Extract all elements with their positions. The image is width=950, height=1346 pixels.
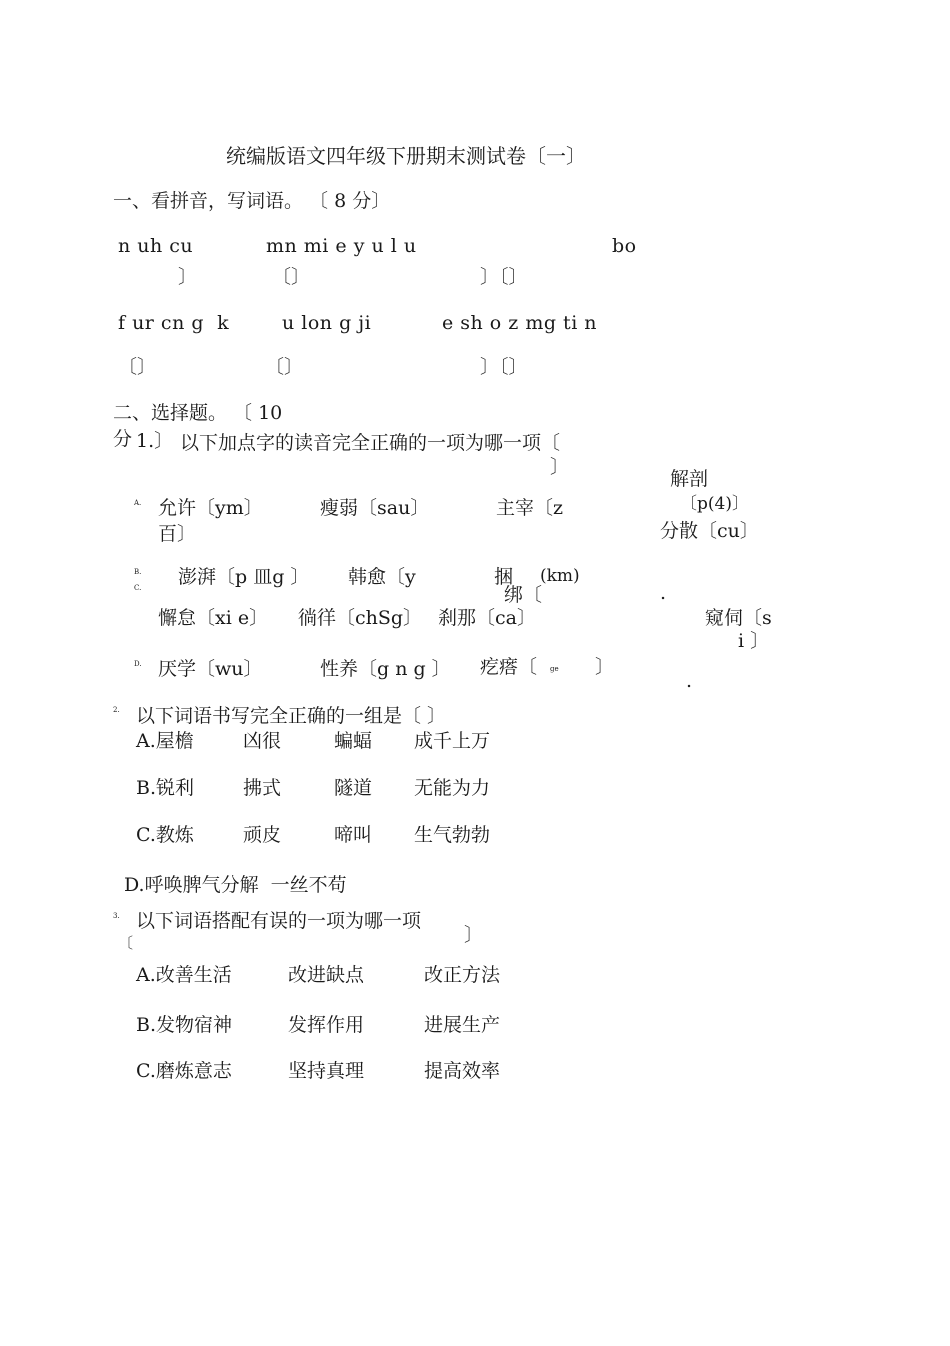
q2-option-word: 无能为力 bbox=[414, 777, 491, 799]
answer-bracket[interactable]: 〕 bbox=[178, 266, 198, 288]
page-title: 统编版语文四年级下册期末测试卷〔一〕 bbox=[226, 144, 586, 168]
q3-option-label[interactable]: B.发物宿神 bbox=[136, 1014, 233, 1036]
q1c-item: 刹那〔ca〕 bbox=[438, 607, 536, 629]
q3-option-word: 坚持真理 bbox=[288, 1060, 365, 1082]
answer-bracket[interactable]: 〕〔〕 bbox=[480, 266, 528, 288]
q2-option-word: 顽皮 bbox=[243, 824, 282, 846]
q1-stem: 以下加点字的读音完全正确的一项为哪一项〔 bbox=[180, 432, 561, 454]
q1a-item: 瘦弱〔sau〕 bbox=[320, 497, 430, 519]
q3-option-word: 提高效率 bbox=[424, 1060, 501, 1082]
q1a-extra-word: 解剖 bbox=[670, 468, 709, 490]
q1c-item: 徜徉〔chSg〕 bbox=[298, 607, 423, 629]
q3-bracket-open[interactable]: 〔 bbox=[118, 934, 134, 952]
q2-option-word: 生气勃勃 bbox=[414, 824, 491, 846]
q2-number: 2. bbox=[113, 706, 120, 714]
section2-heading-cont: 分 bbox=[113, 428, 133, 450]
q1-bracket-close[interactable]: 〕 bbox=[550, 456, 570, 478]
q1d-dot: . bbox=[686, 670, 693, 692]
q2-option-word: 隧道 bbox=[334, 777, 373, 799]
q2-option-label[interactable]: C.教炼 bbox=[136, 824, 194, 846]
q3-bracket-close[interactable]: 〕 bbox=[464, 924, 484, 946]
pinyin-item: f ur cn g k bbox=[118, 312, 230, 334]
q1a-item: 主宰〔z bbox=[496, 497, 564, 519]
q1d-item: ge bbox=[550, 665, 559, 673]
q1b-dot: . bbox=[660, 582, 667, 604]
q3-option-word: 进展生产 bbox=[424, 1014, 501, 1036]
q1d-item: 厌学〔wu〕 bbox=[158, 658, 263, 680]
pinyin-item: n uh cu bbox=[118, 235, 194, 257]
q1d-item: 性养〔g n g 〕 bbox=[320, 658, 451, 680]
q2-stem: 以下词语书写完全正确的一组是〔 〕 bbox=[136, 705, 447, 727]
q3-option-word: 改进缺点 bbox=[288, 964, 365, 986]
q1b-item: 澎湃〔p 皿g 〕 bbox=[178, 566, 310, 588]
q1b-item: (km) bbox=[540, 566, 580, 586]
q1b-item: 韩愈〔y bbox=[348, 566, 416, 588]
section1-heading: 一、看拼音，写词语。 〔 8 分〕 bbox=[113, 190, 391, 212]
q1d-item: 〕 bbox=[595, 656, 615, 678]
q1a-item: 允许〔ym〕 bbox=[158, 497, 263, 519]
q1d-item: 疙瘩〔 bbox=[480, 656, 538, 678]
q3-option-label[interactable]: A.改善生活 bbox=[136, 964, 232, 986]
q1a-marker: A. bbox=[134, 499, 142, 507]
q1b-marker: B. bbox=[134, 568, 142, 576]
q1d-marker: D. bbox=[134, 660, 142, 668]
answer-bracket[interactable]: 〔〕 bbox=[265, 356, 304, 378]
pinyin-item: bo bbox=[612, 235, 637, 257]
q1a-item: 百〕 bbox=[158, 523, 197, 545]
q3-number: 3. bbox=[113, 912, 120, 920]
answer-bracket[interactable]: 〔〕 bbox=[272, 266, 311, 288]
q2-option-d[interactable]: D.呼唤脾气分解 一丝不苟 bbox=[124, 874, 347, 896]
q2-option-label[interactable]: A.屋檐 bbox=[136, 730, 194, 752]
q2-option-word: 蝙蝠 bbox=[334, 730, 373, 752]
q3-option-label[interactable]: C.磨炼意志 bbox=[136, 1060, 232, 1082]
q3-option-word: 改正方法 bbox=[424, 964, 501, 986]
section2-heading: 二、选择题。 〔 10 bbox=[113, 402, 283, 424]
answer-bracket[interactable]: 〔〕 bbox=[118, 356, 157, 378]
pinyin-item: u lon g ji bbox=[282, 312, 372, 334]
q2-option-word: 成千上万 bbox=[414, 730, 491, 752]
q3-stem: 以下词语搭配有误的一项为哪一项 bbox=[136, 910, 422, 932]
pinyin-item: mn mi e y u l u bbox=[266, 235, 417, 257]
q2-option-label[interactable]: B.锐利 bbox=[136, 777, 195, 799]
q1c-marker: C. bbox=[134, 584, 142, 592]
q2-option-word: 凶很 bbox=[243, 730, 282, 752]
q1c-item: 懈怠〔xi e〕 bbox=[158, 607, 269, 629]
q1b-item: 绑〔 bbox=[504, 584, 543, 606]
q1c-item: 窥伺〔s bbox=[705, 607, 772, 629]
pinyin-item: e sh o z mg ti n bbox=[442, 312, 598, 334]
q1a-extra-item: 分散〔cu〕 bbox=[660, 520, 759, 542]
q3-option-word: 发挥作用 bbox=[288, 1014, 365, 1036]
q2-option-word: 拂式 bbox=[243, 777, 282, 799]
answer-bracket[interactable]: 〕〔〕 bbox=[480, 356, 528, 378]
q1-number: 1.〕 bbox=[136, 430, 174, 452]
q1a-extra-pinyin: 〔p(4)〕 bbox=[680, 494, 749, 514]
q1b-item: 捆 bbox=[494, 566, 514, 588]
q2-option-word: 啼叫 bbox=[334, 824, 373, 846]
q1c-item: i 〕 bbox=[738, 630, 770, 652]
